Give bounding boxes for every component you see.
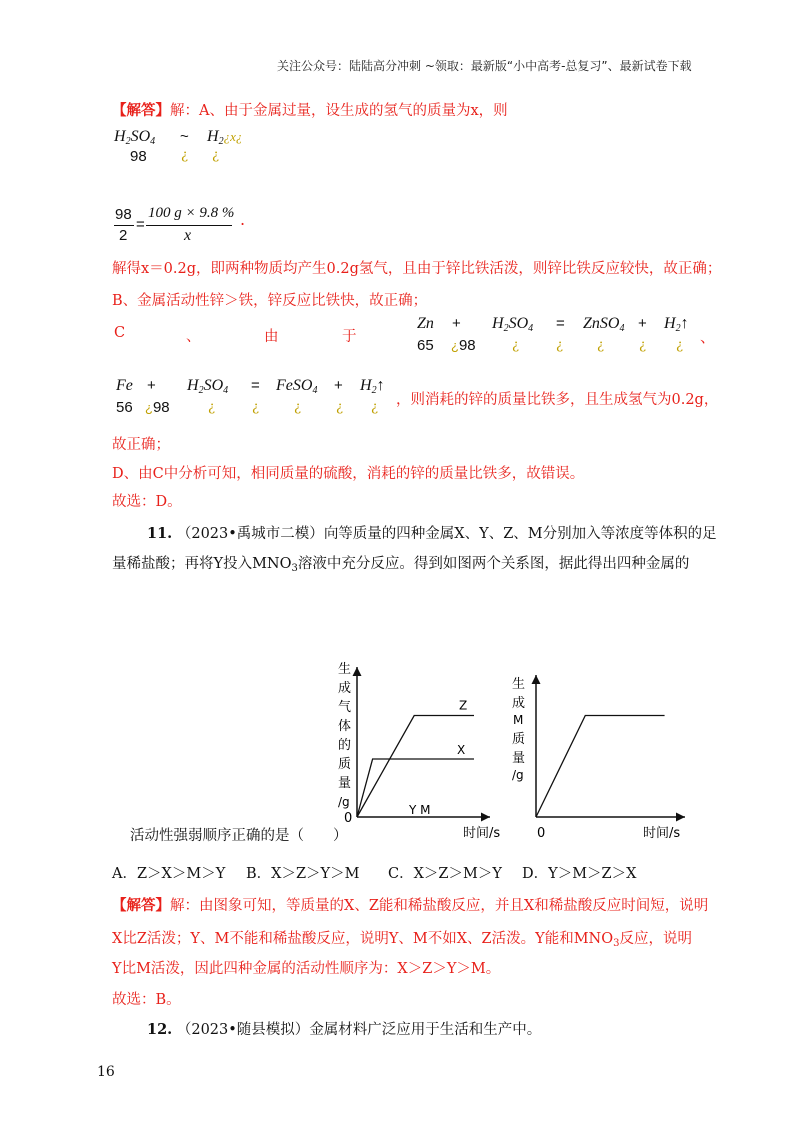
garbled-char: ¿: [639, 338, 646, 353]
option-d[interactable]: D．Y＞M＞Z＞X: [522, 866, 637, 882]
fraction-numerator-98: 98: [115, 206, 132, 223]
chart-gas-mass: [338, 661, 500, 841]
equals-sign: =: [251, 377, 260, 394]
series-line-m: [536, 716, 665, 818]
fraction-numerator: 100 g × 9.8 %: [148, 205, 235, 221]
c-label: C: [114, 325, 126, 341]
option-b[interactable]: B．X＞Z＞Y＞M: [246, 866, 360, 882]
question-12: [147, 1018, 541, 1039]
chart1-origin: 0: [344, 811, 353, 826]
h2so4-formula: $H_2SO_4$: [492, 315, 534, 334]
mass-65: 65: [417, 337, 434, 354]
chart2-ylabel-char: 生: [512, 677, 526, 692]
chart2-ylabel-char: 成: [512, 696, 526, 711]
mass-98: ¿98: [145, 399, 170, 416]
c-yu: 于: [342, 329, 357, 345]
chart1-xlabel: 时间/s: [463, 826, 501, 841]
garbled-char: ¿: [371, 400, 378, 415]
separator: 、: [700, 328, 716, 346]
fraction-bar: [114, 225, 134, 226]
chart2-ylabel-char: 量: [512, 751, 526, 766]
question-source: （2023•禹城市二模）: [176, 526, 324, 542]
equals-sign: =: [556, 315, 565, 332]
page-number: 16: [97, 1064, 115, 1080]
fraction-denominator-2: 2: [119, 227, 128, 244]
a-result: 解得x＝0.2g，即两种物质均产生0.2g氢气，且由于锌比铁活泼，则锌比铁反应较快，故正确；: [112, 261, 722, 277]
question-number: 12.: [147, 1021, 173, 1038]
figure-charts: [300, 655, 720, 845]
h2so4-formula: $H_2SO_4$: [187, 377, 229, 396]
answer-b: 故选：B。: [112, 992, 181, 1008]
c-comma: 、: [186, 329, 201, 345]
answer-tag: 【解答】: [112, 102, 170, 119]
plus-sign: +: [638, 315, 647, 332]
chart1-ylabel-char: /g: [338, 795, 350, 809]
plus-sign: +: [452, 315, 461, 332]
znso4-formula: ZnSO$_4$: [583, 315, 625, 334]
chart1-ylabel-char: 的: [338, 738, 352, 753]
d-statement: D、由C中分析可知，相同质量的硫酸，消耗的锌的质量比铁多，故错误。: [112, 466, 585, 482]
zn-formula: Zn: [417, 315, 434, 332]
garbled-char: ¿: [512, 338, 519, 353]
solution-intro: [112, 99, 508, 120]
garbled-char: ¿: [336, 400, 343, 415]
chart1-ylabel-char: 气: [338, 700, 352, 715]
chart1-ylabel-char: 体: [338, 719, 352, 734]
chart1-ylabel-char: 成: [338, 681, 352, 696]
chart2-ylabel-char: 质: [512, 732, 526, 747]
solution2-line1: 【解答】解：由图象可知，等质量的X、Z能和稀盐酸反应，并且X和稀盐酸反应时间短，说明: [112, 897, 709, 914]
series-label-x: X: [457, 743, 466, 757]
h2-formula: $H_2↑$: [360, 377, 385, 396]
b-statement: B、金属活动性锌＞铁，锌反应比铁快，故正确；: [112, 293, 428, 309]
fe-conclusion: ，则消耗的锌的质量比铁多，且生成氢气为0.2g，: [396, 392, 719, 408]
question-11-line3: 活动性强弱顺序正确的是（ ）: [130, 828, 348, 844]
series-line-z: [357, 716, 474, 818]
h2-formula: $H_2↑$: [664, 315, 689, 334]
mass-98: ¿98: [451, 337, 476, 354]
mass-98: 98: [130, 148, 147, 165]
series-label-z: Z: [459, 698, 468, 713]
question-stem: 金属材料广泛应用于生活和生产中。: [309, 1022, 542, 1038]
h2-formula: $H_2¿x¿$: [207, 128, 243, 147]
plus-sign: +: [147, 377, 156, 394]
garbled-char: ¿: [556, 338, 563, 353]
answer-tag: 【解答】: [112, 897, 170, 914]
chart1-ylabel-char: 生: [338, 662, 352, 677]
solution2-line3: Y比M活泼，因此四种金属的活动性顺序为：X＞Z＞Y＞M。: [112, 961, 501, 977]
chart2-ylabel-char: M: [513, 713, 524, 727]
garbled-char: ¿: [212, 148, 219, 163]
garbled-char: ¿: [676, 338, 683, 353]
garbled-char: ¿: [208, 400, 215, 415]
question-11-line2: 量稀盐酸；再将Y投入$MNO_3$溶液中充分反应。得到如图两个关系图，据此得出四种金属的: [112, 556, 690, 574]
chart2-xlabel: 时间/s: [643, 826, 681, 841]
solution2-line2: X比Z活泼；Y、M不能和稀盐酸反应，说明Y、M不如X、Z活泼。Y能和$MNO_3$反应，说明: [112, 931, 693, 949]
fe-formula: Fe: [116, 377, 133, 394]
plus-sign: +: [334, 377, 343, 394]
garbled-char: ¿: [181, 148, 188, 163]
equals-sign: =: [136, 216, 145, 233]
chart2-ylabel-char: /g: [512, 768, 524, 782]
equation-h2so4-h2: $H_2SO_4$: [114, 128, 156, 147]
solution-text: 解：A、由于金属过量，设生成的氢气的质量为x，则: [170, 103, 508, 119]
chart1-ylabel-char: 质: [338, 757, 352, 772]
question-stem: 向等质量的四种金属X、Y、Z、M分别加入等浓度等体积的足: [323, 526, 717, 542]
chart1-ylabel-char: 量: [338, 776, 352, 791]
page-header: 关注公众号：陆陆高分冲刺 ~领取：最新版“小中高考-总复习”、最新试卷下载: [277, 59, 692, 73]
chart-m-mass: [512, 675, 685, 841]
tilde-sign: ~: [180, 128, 189, 145]
fraction-bar: [146, 225, 232, 226]
c-you: 由: [264, 329, 279, 345]
question-number: 11.: [147, 525, 173, 542]
feso4-formula: FeSO$_4$: [276, 377, 318, 396]
c-end: 故正确；: [112, 437, 170, 453]
series-label-ym: Y M: [409, 803, 431, 817]
period: .: [240, 210, 246, 229]
garbled-char: ¿: [597, 338, 604, 353]
option-c[interactable]: C．X＞Z＞M＞Y: [388, 866, 502, 882]
chart2-origin: 0: [537, 826, 546, 841]
question-source: （2023•随县模拟）: [176, 1022, 310, 1038]
garbled-char: ¿: [294, 400, 301, 415]
question-11-line1: [147, 522, 717, 543]
mass-56: 56: [116, 399, 133, 416]
answer-d: 故选：D。: [112, 494, 182, 510]
fraction-denominator-x: x: [184, 227, 192, 244]
option-a[interactable]: A．Z＞X＞M＞Y: [112, 866, 226, 882]
garbled-char: ¿: [252, 400, 259, 415]
